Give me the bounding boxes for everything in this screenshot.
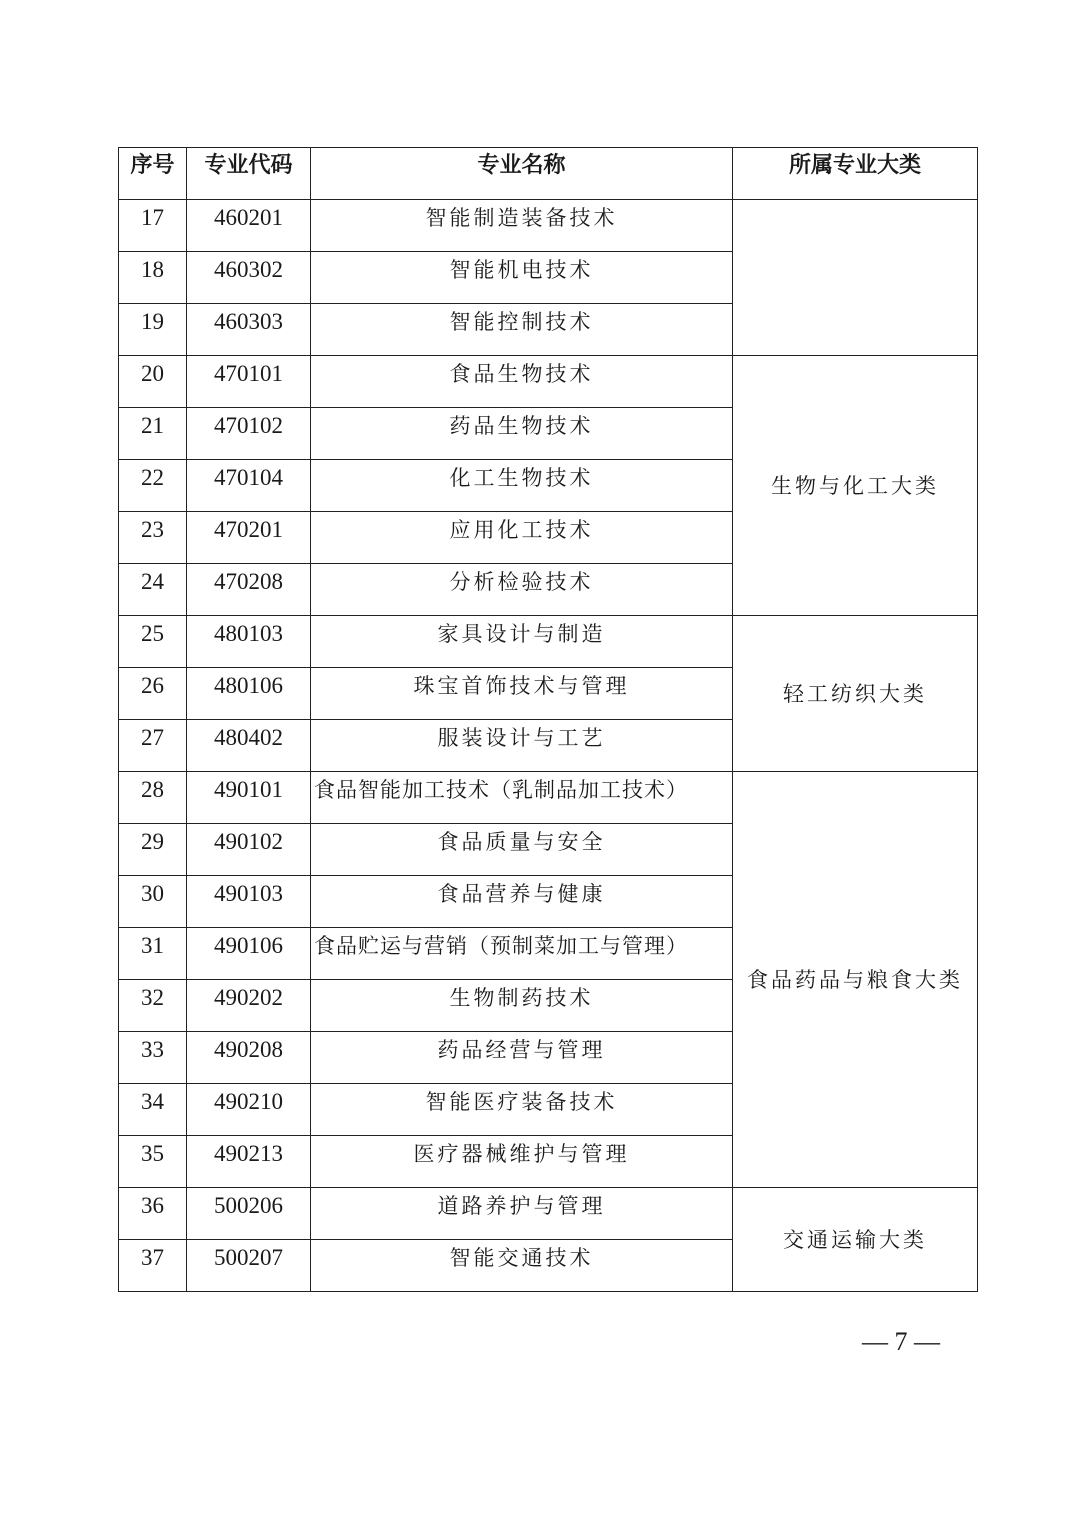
cell-seq: 21 — [119, 408, 187, 460]
cell-code: 470102 — [187, 408, 311, 460]
cell-major-name: 食品贮运与营销（预制菜加工与管理） — [311, 928, 733, 980]
cell-category: 交通运输大类 — [733, 1188, 978, 1292]
cell-major-name: 食品生物技术 — [311, 356, 733, 408]
cell-code: 490102 — [187, 824, 311, 876]
cell-code: 490103 — [187, 876, 311, 928]
cell-category — [733, 200, 978, 356]
cell-code: 490213 — [187, 1136, 311, 1188]
cell-major-name: 智能医疗装备技术 — [311, 1084, 733, 1136]
cell-code: 490101 — [187, 772, 311, 824]
table-body — [119, 200, 978, 1292]
cell-seq: 19 — [119, 304, 187, 356]
cell-major-name: 智能制造装备技术 — [311, 200, 733, 252]
header-category: 所属专业大类 — [733, 148, 978, 200]
cell-seq: 34 — [119, 1084, 187, 1136]
cell-major-name: 分析检验技术 — [311, 564, 733, 616]
cell-code: 490106 — [187, 928, 311, 980]
cell-seq: 26 — [119, 668, 187, 720]
cell-major-name: 药品生物技术 — [311, 408, 733, 460]
cell-seq: 32 — [119, 980, 187, 1032]
cell-seq: 18 — [119, 252, 187, 304]
major-list-table — [118, 147, 978, 1292]
table-row — [119, 616, 978, 668]
cell-seq: 17 — [119, 200, 187, 252]
cell-major-name: 智能交通技术 — [311, 1240, 733, 1292]
cell-major-name: 食品质量与安全 — [311, 824, 733, 876]
table-row — [119, 200, 978, 252]
cell-major-name: 智能控制技术 — [311, 304, 733, 356]
table-row — [119, 1188, 978, 1240]
cell-code: 460201 — [187, 200, 311, 252]
cell-major-name: 食品智能加工技术（乳制品加工技术） — [311, 772, 733, 824]
cell-code: 490202 — [187, 980, 311, 1032]
cell-code: 470101 — [187, 356, 311, 408]
cell-seq: 24 — [119, 564, 187, 616]
table-row — [119, 356, 978, 408]
cell-seq: 22 — [119, 460, 187, 512]
cell-code: 480402 — [187, 720, 311, 772]
cell-seq: 29 — [119, 824, 187, 876]
cell-category: 生物与化工大类 — [733, 356, 978, 616]
cell-seq: 27 — [119, 720, 187, 772]
cell-major-name: 智能机电技术 — [311, 252, 733, 304]
cell-code: 500206 — [187, 1188, 311, 1240]
page-number: — 7 — — [862, 1327, 940, 1356]
cell-code: 500207 — [187, 1240, 311, 1292]
cell-seq: 28 — [119, 772, 187, 824]
cell-major-name: 服装设计与工艺 — [311, 720, 733, 772]
cell-seq: 37 — [119, 1240, 187, 1292]
table-header-row — [119, 148, 978, 200]
cell-seq: 35 — [119, 1136, 187, 1188]
cell-seq: 25 — [119, 616, 187, 668]
cell-major-name: 化工生物技术 — [311, 460, 733, 512]
cell-code: 460303 — [187, 304, 311, 356]
cell-seq: 30 — [119, 876, 187, 928]
cell-major-name: 应用化工技术 — [311, 512, 733, 564]
cell-seq: 36 — [119, 1188, 187, 1240]
cell-code: 470208 — [187, 564, 311, 616]
header-seq: 序号 — [119, 148, 187, 200]
cell-major-name: 医疗器械维护与管理 — [311, 1136, 733, 1188]
cell-seq: 23 — [119, 512, 187, 564]
cell-major-name: 食品营养与健康 — [311, 876, 733, 928]
cell-seq: 20 — [119, 356, 187, 408]
cell-major-name: 生物制药技术 — [311, 980, 733, 1032]
cell-major-name: 药品经营与管理 — [311, 1032, 733, 1084]
table-row — [119, 772, 978, 824]
cell-category: 食品药品与粮食大类 — [733, 772, 978, 1188]
cell-major-name: 珠宝首饰技术与管理 — [311, 668, 733, 720]
cell-category: 轻工纺织大类 — [733, 616, 978, 772]
cell-code: 470201 — [187, 512, 311, 564]
cell-major-name: 道路养护与管理 — [311, 1188, 733, 1240]
cell-code: 470104 — [187, 460, 311, 512]
cell-code: 490208 — [187, 1032, 311, 1084]
cell-code: 460302 — [187, 252, 311, 304]
header-name: 专业名称 — [311, 148, 733, 200]
cell-seq: 31 — [119, 928, 187, 980]
header-code: 专业代码 — [187, 148, 311, 200]
cell-code: 480106 — [187, 668, 311, 720]
cell-seq: 33 — [119, 1032, 187, 1084]
cell-code: 480103 — [187, 616, 311, 668]
cell-code: 490210 — [187, 1084, 311, 1136]
cell-major-name: 家具设计与制造 — [311, 616, 733, 668]
